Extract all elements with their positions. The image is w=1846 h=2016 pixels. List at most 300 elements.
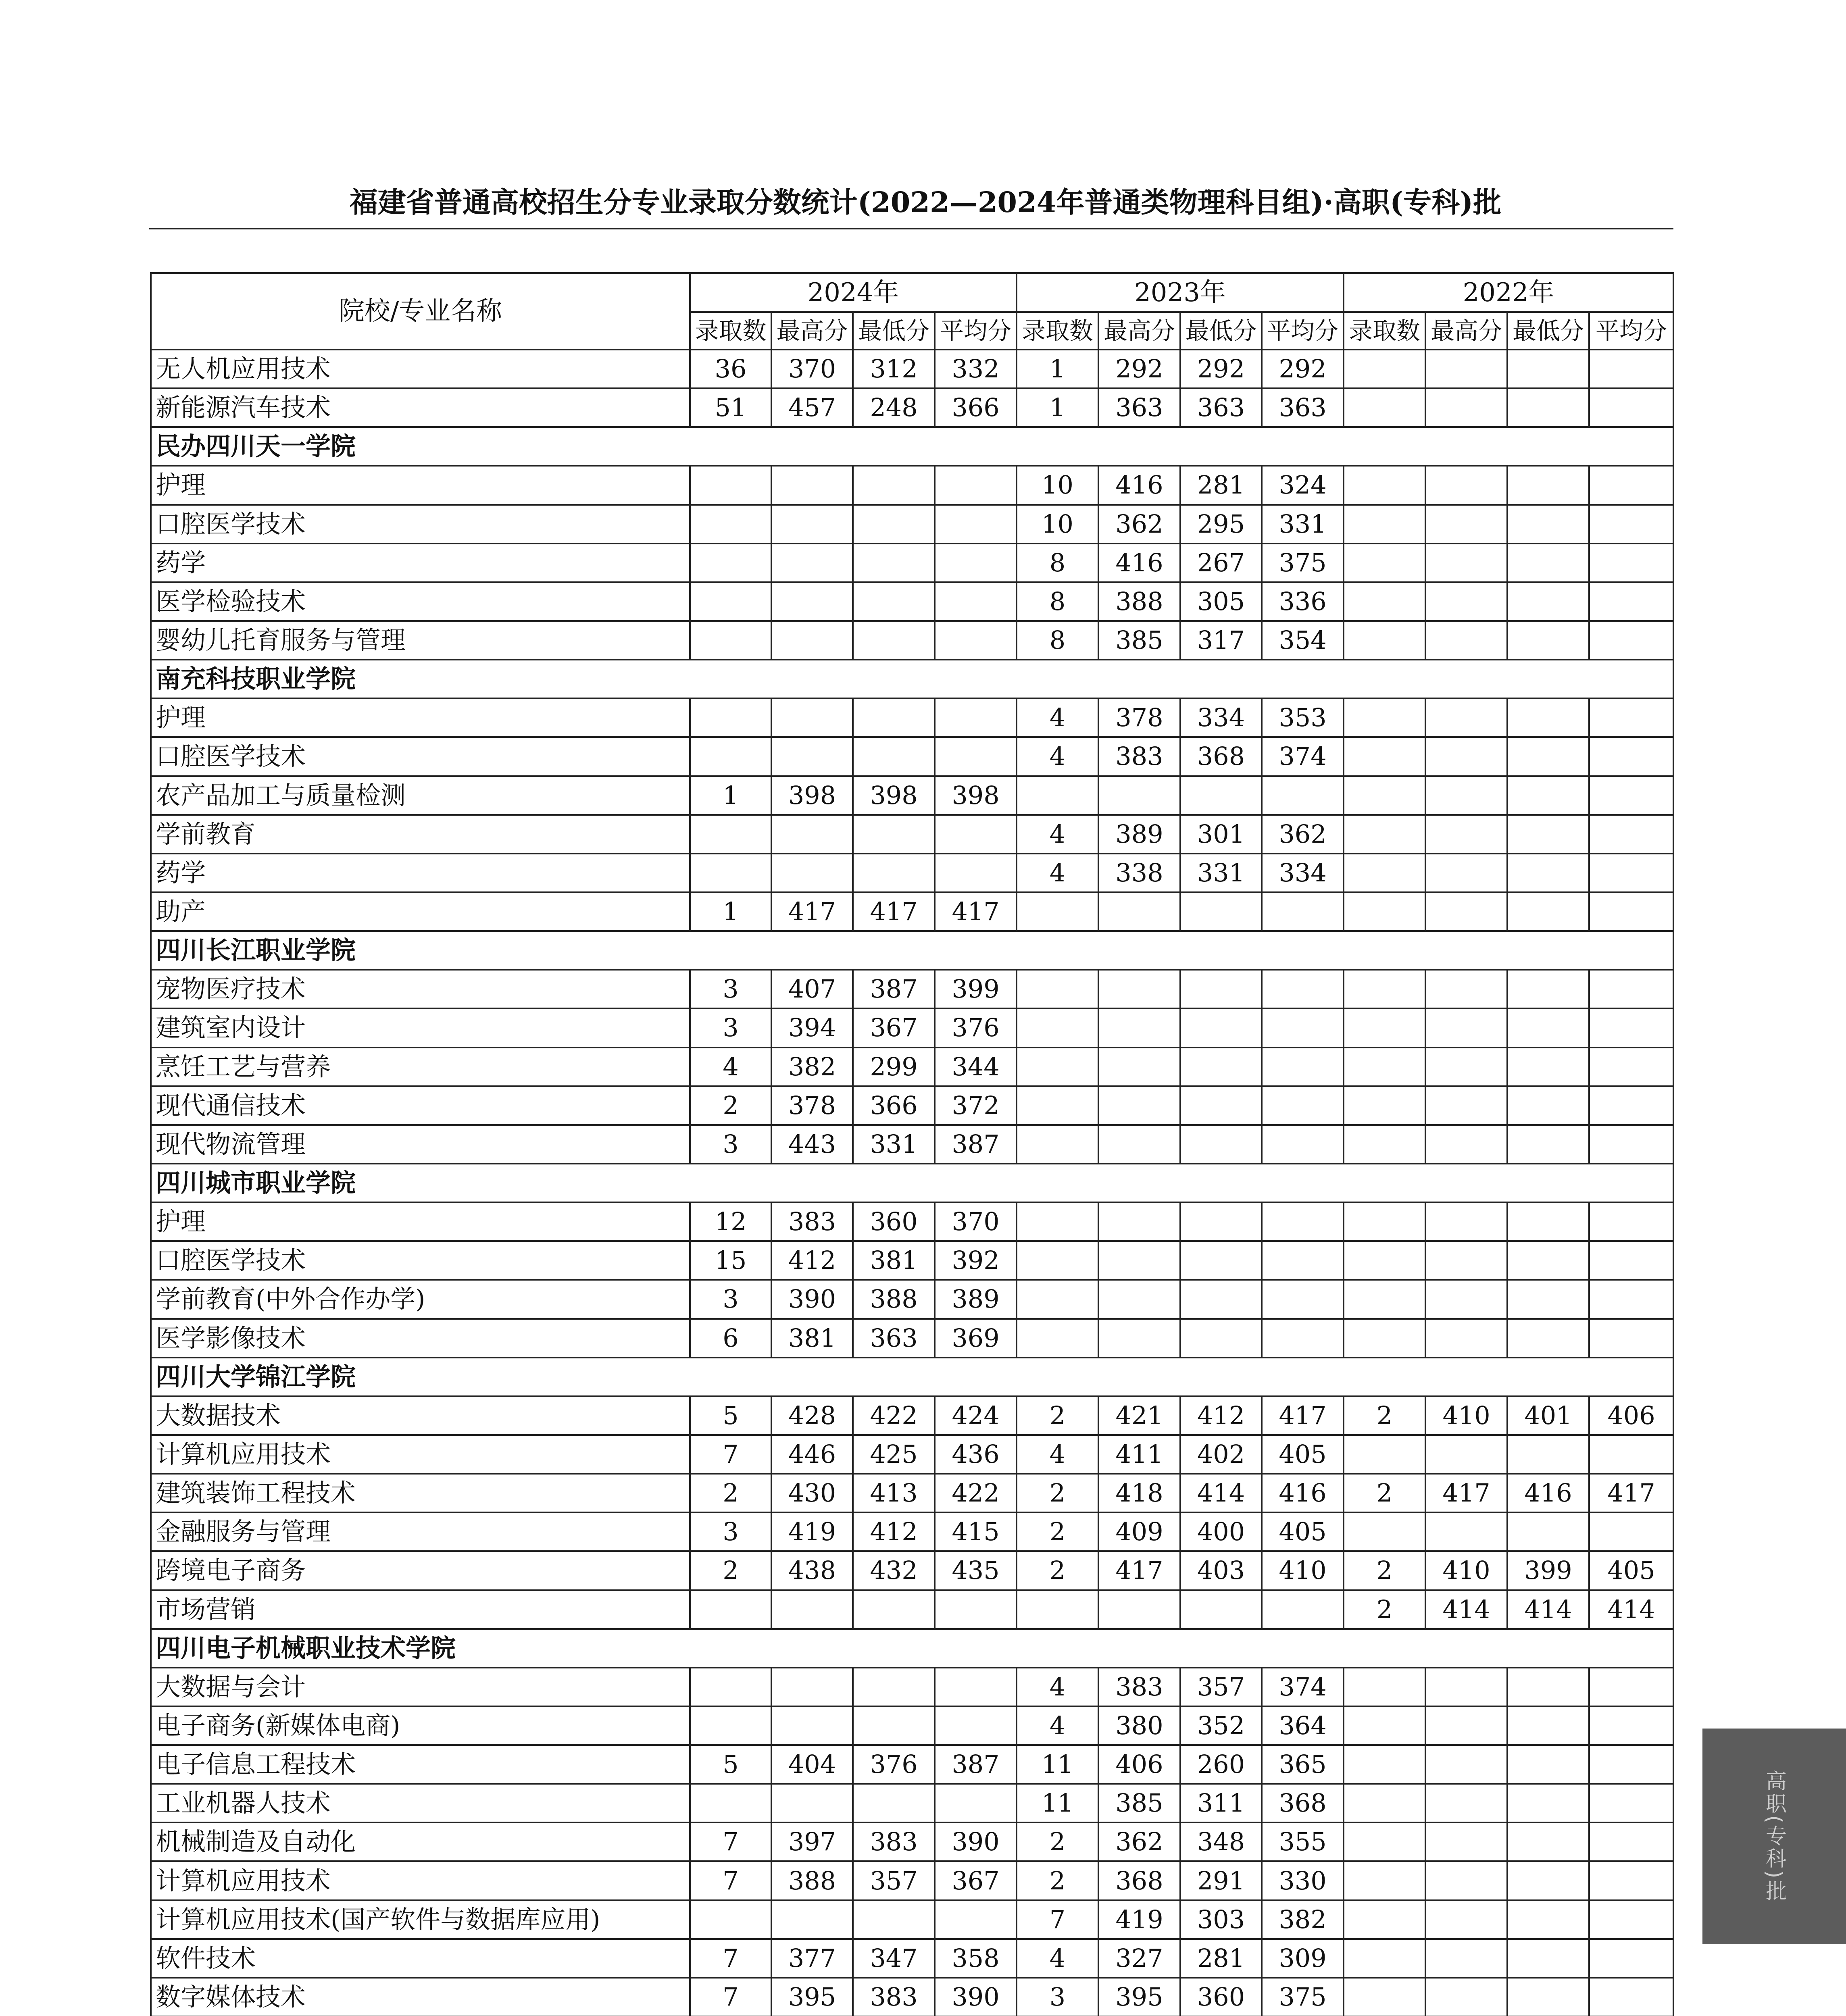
score-cell: 367 [853, 1008, 935, 1047]
score-cell: 353 [1262, 698, 1344, 737]
score-cell: 355 [1262, 1822, 1344, 1861]
score-cell: 405 [1262, 1435, 1344, 1474]
major-name: 大数据与会计 [151, 1668, 690, 1706]
score-cell: 303 [1180, 1900, 1262, 1939]
score-cell [1262, 1086, 1344, 1125]
score-cell: 390 [935, 1822, 1017, 1861]
score-cell: 4 [1017, 1668, 1098, 1706]
score-cell [1507, 1745, 1589, 1784]
score-cell: 330 [1262, 1861, 1344, 1900]
score-cell: 405 [1262, 1512, 1344, 1551]
score-cell [1180, 1125, 1262, 1164]
score-cell [690, 505, 771, 544]
major-name: 数字媒体技术 [151, 1978, 690, 2016]
score-cell [1425, 544, 1507, 582]
score-cell [1425, 350, 1507, 388]
score-cell [1098, 1202, 1180, 1241]
score-cell [1344, 1822, 1425, 1861]
major-name: 大数据技术 [151, 1396, 690, 1435]
score-cell: 410 [1262, 1551, 1344, 1590]
score-cell [1589, 737, 1673, 776]
score-cell: 363 [853, 1319, 935, 1358]
score-cell: 11 [1017, 1745, 1098, 1784]
score-cell [853, 1706, 935, 1745]
score-cell [771, 1784, 853, 1822]
score-cell [1507, 1086, 1589, 1125]
score-cell: 383 [771, 1202, 853, 1241]
score-cell: 281 [1180, 466, 1262, 504]
major-name: 计算机应用技术(国产软件与数据库应用) [151, 1900, 690, 1939]
score-cell: 8 [1017, 544, 1098, 582]
score-cell: 363 [1098, 388, 1180, 427]
score-cell: 400 [1180, 1512, 1262, 1551]
score-cell [1589, 388, 1673, 427]
score-cell: 3 [690, 1280, 771, 1318]
score-cell: 2 [1344, 1396, 1425, 1435]
score-cell [1098, 970, 1180, 1008]
major-name: 现代物流管理 [151, 1125, 690, 1164]
score-cell [1017, 1590, 1098, 1629]
score-cell: 2 [1017, 1861, 1098, 1900]
score-cell: 360 [853, 1202, 935, 1241]
score-cell: 327 [1098, 1939, 1180, 1978]
score-cell [1589, 1900, 1673, 1939]
score-cell: 362 [1098, 1822, 1180, 1861]
score-cell: 36 [690, 350, 771, 388]
score-cell: 377 [771, 1939, 853, 1978]
school-name: 民办四川天一学院 [151, 427, 1673, 466]
score-cell: 374 [1262, 737, 1344, 776]
major-name: 医学影像技术 [151, 1319, 690, 1358]
score-cell: 414 [1180, 1474, 1262, 1512]
score-cell: 422 [853, 1396, 935, 1435]
major-name: 护理 [151, 1202, 690, 1241]
score-cell [1589, 505, 1673, 544]
score-cell: 374 [1262, 1668, 1344, 1706]
score-cell: 11 [1017, 1784, 1098, 1822]
major-row [151, 1861, 1673, 1900]
score-cell: 412 [1180, 1396, 1262, 1435]
score-cell [1180, 1241, 1262, 1280]
school-name: 四川电子机械职业技术学院 [151, 1629, 1673, 1668]
score-cell [1425, 1125, 1507, 1164]
score-cell [1344, 1900, 1425, 1939]
score-cell: 292 [1180, 350, 1262, 388]
score-cell [1344, 854, 1425, 892]
major-name: 机械制造及自动化 [151, 1822, 690, 1861]
score-cell: 2 [690, 1474, 771, 1512]
score-cell [1344, 970, 1425, 1008]
score-cell: 432 [853, 1551, 935, 1590]
score-cell: 390 [935, 1978, 1017, 2016]
major-row [151, 1551, 1673, 1590]
score-cell [1589, 621, 1673, 660]
score-cell [771, 1590, 853, 1629]
score-cell [1589, 815, 1673, 854]
major-row [151, 1668, 1673, 1706]
score-cell [1098, 1280, 1180, 1318]
score-cell: 12 [690, 1202, 771, 1241]
sub-header: 录取数 [690, 312, 771, 350]
major-row [151, 892, 1673, 931]
score-cell: 417 [853, 892, 935, 931]
score-cell: 388 [771, 1861, 853, 1900]
score-cell: 299 [853, 1048, 935, 1086]
score-cell [1589, 776, 1673, 815]
score-cell [853, 466, 935, 504]
score-cell: 413 [853, 1474, 935, 1512]
score-cell [1262, 1319, 1344, 1358]
score-cell: 414 [1425, 1590, 1507, 1629]
score-cell: 331 [1262, 505, 1344, 544]
major-name: 建筑室内设计 [151, 1008, 690, 1047]
major-name: 无人机应用技术 [151, 350, 690, 388]
major-row [151, 1396, 1673, 1435]
score-cell: 416 [1507, 1474, 1589, 1512]
score-cell: 387 [935, 1125, 1017, 1164]
score-cell [853, 505, 935, 544]
score-cell [1589, 1706, 1673, 1745]
score-cell: 405 [1589, 1551, 1673, 1590]
score-cell: 387 [935, 1745, 1017, 1784]
score-cell [935, 1668, 1017, 1706]
score-cell: 421 [1098, 1396, 1180, 1435]
score-cell: 378 [1098, 698, 1180, 737]
score-cell: 376 [853, 1745, 935, 1784]
major-row [151, 737, 1673, 776]
score-cell: 399 [935, 970, 1017, 1008]
score-cell [1180, 1086, 1262, 1125]
score-cell: 424 [935, 1396, 1017, 1435]
school-name: 南充科技职业学院 [151, 660, 1673, 698]
sub-header: 平均分 [1589, 312, 1673, 350]
school-row [151, 1358, 1673, 1396]
score-cell: 416 [1098, 544, 1180, 582]
score-cell: 4 [1017, 815, 1098, 854]
score-cell [1262, 892, 1344, 931]
score-cell: 7 [690, 1861, 771, 1900]
score-cell [1507, 582, 1589, 621]
score-cell [1425, 698, 1507, 737]
score-cell [1589, 892, 1673, 931]
score-cell: 4 [1017, 1435, 1098, 1474]
major-name: 软件技术 [151, 1939, 690, 1978]
sub-header: 录取数 [1344, 312, 1425, 350]
score-cell [1507, 1319, 1589, 1358]
score-cell: 383 [853, 1978, 935, 2016]
score-cell [1180, 776, 1262, 815]
major-row [151, 621, 1673, 660]
score-cell [1344, 582, 1425, 621]
major-name: 计算机应用技术 [151, 1435, 690, 1474]
score-cell [1425, 1706, 1507, 1745]
score-cell [1344, 1706, 1425, 1745]
score-cell: 2 [1017, 1474, 1098, 1512]
side-tab-label: 高职(专科)批 [1762, 1770, 1786, 1903]
major-name: 计算机应用技术 [151, 1861, 690, 1900]
score-cell: 2 [1017, 1396, 1098, 1435]
major-name: 宠物医疗技术 [151, 970, 690, 1008]
major-name: 烹饪工艺与营养 [151, 1048, 690, 1086]
score-cell [1425, 1861, 1507, 1900]
score-cell: 366 [853, 1086, 935, 1125]
score-cell [1098, 1086, 1180, 1125]
score-cell: 388 [853, 1280, 935, 1318]
major-row [151, 1590, 1673, 1629]
score-cell [1589, 698, 1673, 737]
score-cell [935, 582, 1017, 621]
score-cell [1098, 1319, 1180, 1358]
score-cell: 412 [853, 1512, 935, 1551]
major-row [151, 1745, 1673, 1784]
score-cell: 363 [1180, 388, 1262, 427]
major-row [151, 388, 1673, 427]
score-cell [1017, 1086, 1098, 1125]
score-cell: 425 [853, 1435, 935, 1474]
major-row [151, 1280, 1673, 1318]
score-cell: 410 [1425, 1396, 1507, 1435]
score-cell [1589, 544, 1673, 582]
major-row [151, 1784, 1673, 1822]
score-cell [771, 1668, 853, 1706]
score-cell: 3 [690, 1008, 771, 1047]
major-name: 电子信息工程技术 [151, 1745, 690, 1784]
score-cell: 357 [1180, 1668, 1262, 1706]
score-cell: 4 [690, 1048, 771, 1086]
score-cell [690, 1900, 771, 1939]
score-cell [1344, 1939, 1425, 1978]
score-cell [771, 505, 853, 544]
section-side-tab [1702, 1729, 1846, 1944]
score-cell: 354 [1262, 621, 1344, 660]
score-cell: 5 [690, 1745, 771, 1784]
score-cell [1344, 1745, 1425, 1784]
score-cell [1344, 1668, 1425, 1706]
score-cell: 348 [1180, 1822, 1262, 1861]
score-cell: 418 [1098, 1474, 1180, 1512]
score-cell [1098, 1048, 1180, 1086]
score-cell [1180, 1048, 1262, 1086]
sub-header: 最高分 [1098, 312, 1180, 350]
score-cell: 364 [1262, 1706, 1344, 1745]
score-cell [1507, 1861, 1589, 1900]
score-cell: 382 [771, 1048, 853, 1086]
score-cell: 375 [1262, 544, 1344, 582]
major-row [151, 1822, 1673, 1861]
score-cell: 1 [690, 892, 771, 931]
score-cell: 332 [935, 350, 1017, 388]
major-row [151, 698, 1673, 737]
score-cell [690, 1784, 771, 1822]
score-cell [1507, 1241, 1589, 1280]
score-cell [1589, 1241, 1673, 1280]
score-cell [1344, 1086, 1425, 1125]
major-name: 药学 [151, 854, 690, 892]
score-cell [1507, 1008, 1589, 1047]
score-cell: 281 [1180, 1939, 1262, 1978]
score-cell [1589, 1939, 1673, 1978]
score-cell: 417 [1425, 1474, 1507, 1512]
score-cell: 331 [853, 1125, 935, 1164]
score-cell [1589, 1784, 1673, 1822]
score-cell [1589, 1086, 1673, 1125]
score-cell [1507, 737, 1589, 776]
major-name: 市场营销 [151, 1590, 690, 1629]
score-cell: 4 [1017, 698, 1098, 737]
score-cell: 309 [1262, 1939, 1344, 1978]
school-row [151, 931, 1673, 970]
score-cell: 417 [1098, 1551, 1180, 1590]
score-cell: 352 [1180, 1706, 1262, 1745]
score-cell [1262, 1590, 1344, 1629]
score-cell [853, 1900, 935, 1939]
score-cell: 366 [935, 388, 1017, 427]
major-row [151, 1086, 1673, 1125]
major-name: 口腔医学技术 [151, 1241, 690, 1280]
score-cell [1507, 1939, 1589, 1978]
major-row [151, 1474, 1673, 1512]
major-row [151, 466, 1673, 504]
major-row [151, 582, 1673, 621]
score-cell [1589, 582, 1673, 621]
score-cell: 398 [935, 776, 1017, 815]
score-cell: 398 [853, 776, 935, 815]
score-cell: 406 [1589, 1396, 1673, 1435]
score-cell [1262, 1202, 1344, 1241]
score-cell: 414 [1589, 1590, 1673, 1629]
score-cell [935, 466, 1017, 504]
major-name: 现代通信技术 [151, 1086, 690, 1125]
major-row [151, 1048, 1673, 1086]
page-title: 福建省普通高校招生分专业录取分数统计(2022—2024年普通类物理科目组)·高职(专科)批 [349, 185, 1502, 219]
score-cell [1589, 1435, 1673, 1474]
score-cell: 1 [1017, 350, 1098, 388]
major-name: 学前教育(中外合作办学) [151, 1280, 690, 1318]
score-cell: 4 [1017, 737, 1098, 776]
score-cell: 443 [771, 1125, 853, 1164]
score-cell [1344, 621, 1425, 660]
score-cell: 358 [935, 1939, 1017, 1978]
score-cell [1425, 1939, 1507, 1978]
score-cell: 381 [853, 1241, 935, 1280]
score-cell: 3 [690, 1125, 771, 1164]
score-cell [1098, 1241, 1180, 1280]
score-cell: 2 [1344, 1474, 1425, 1512]
score-cell: 7 [690, 1978, 771, 2016]
score-cell [1425, 1512, 1507, 1551]
score-cell [1425, 970, 1507, 1008]
score-cell: 336 [1262, 582, 1344, 621]
major-name: 学前教育 [151, 815, 690, 854]
score-cell: 10 [1017, 505, 1098, 544]
score-cell [1589, 1319, 1673, 1358]
score-cell: 428 [771, 1396, 853, 1435]
score-cell [1507, 815, 1589, 854]
score-cell [1344, 1861, 1425, 1900]
score-cell [1589, 1822, 1673, 1861]
header-rule [149, 228, 1673, 229]
score-cell: 436 [935, 1435, 1017, 1474]
major-row [151, 1939, 1673, 1978]
score-cell [1425, 621, 1507, 660]
score-cell: 412 [771, 1241, 853, 1280]
major-row [151, 854, 1673, 892]
school-row [151, 427, 1673, 466]
score-cell: 417 [1589, 1474, 1673, 1512]
major-name: 电子商务(新媒体电商) [151, 1706, 690, 1745]
score-cell [1589, 466, 1673, 504]
score-cell: 422 [935, 1474, 1017, 1512]
score-cell: 324 [1262, 466, 1344, 504]
sub-header: 最高分 [1425, 312, 1507, 350]
score-cell: 390 [771, 1280, 853, 1318]
score-cell: 395 [771, 1978, 853, 2016]
score-cell: 347 [853, 1939, 935, 1978]
score-cell: 8 [1017, 621, 1098, 660]
score-cell [1344, 892, 1425, 931]
score-cell: 394 [771, 1008, 853, 1047]
score-cell: 446 [771, 1435, 853, 1474]
score-cell: 2 [690, 1551, 771, 1590]
score-cell [853, 1784, 935, 1822]
score-cell [1425, 1784, 1507, 1822]
score-cell: 410 [1425, 1551, 1507, 1590]
score-cell [1180, 970, 1262, 1008]
score-cell: 367 [935, 1861, 1017, 1900]
score-cell: 403 [1180, 1551, 1262, 1590]
score-cell: 3 [1017, 1978, 1098, 2016]
score-cell: 370 [935, 1202, 1017, 1241]
score-cell: 407 [771, 970, 853, 1008]
score-cell: 435 [935, 1551, 1017, 1590]
score-cell: 397 [771, 1822, 853, 1861]
score-cell [690, 1706, 771, 1745]
score-cell [853, 737, 935, 776]
score-cell [1507, 1784, 1589, 1822]
score-cell [935, 1590, 1017, 1629]
score-cell: 438 [771, 1551, 853, 1590]
score-cell [1262, 1125, 1344, 1164]
score-cell: 368 [1098, 1861, 1180, 1900]
score-cell [1425, 1745, 1507, 1784]
score-cell: 2 [690, 1086, 771, 1125]
score-cell: 2 [1017, 1551, 1098, 1590]
score-cell [1425, 1048, 1507, 1086]
score-cell: 334 [1180, 698, 1262, 737]
score-cell: 301 [1180, 815, 1262, 854]
score-cell: 380 [1098, 1706, 1180, 1745]
score-cell [1507, 892, 1589, 931]
score-cell [1344, 776, 1425, 815]
score-cell [1262, 1048, 1344, 1086]
score-cell: 2 [1344, 1590, 1425, 1629]
score-cell [1098, 1125, 1180, 1164]
score-cell [1507, 621, 1589, 660]
score-cell [1262, 1241, 1344, 1280]
score-cell: 414 [1507, 1590, 1589, 1629]
score-cell: 376 [935, 1008, 1017, 1047]
score-cell: 415 [935, 1512, 1017, 1551]
score-cell [771, 582, 853, 621]
score-cell: 295 [1180, 505, 1262, 544]
score-cell [1425, 1319, 1507, 1358]
score-cell: 378 [771, 1086, 853, 1125]
score-cell [771, 737, 853, 776]
score-cell [853, 815, 935, 854]
score-cell [771, 698, 853, 737]
score-cell [853, 698, 935, 737]
score-cell: 417 [935, 892, 1017, 931]
